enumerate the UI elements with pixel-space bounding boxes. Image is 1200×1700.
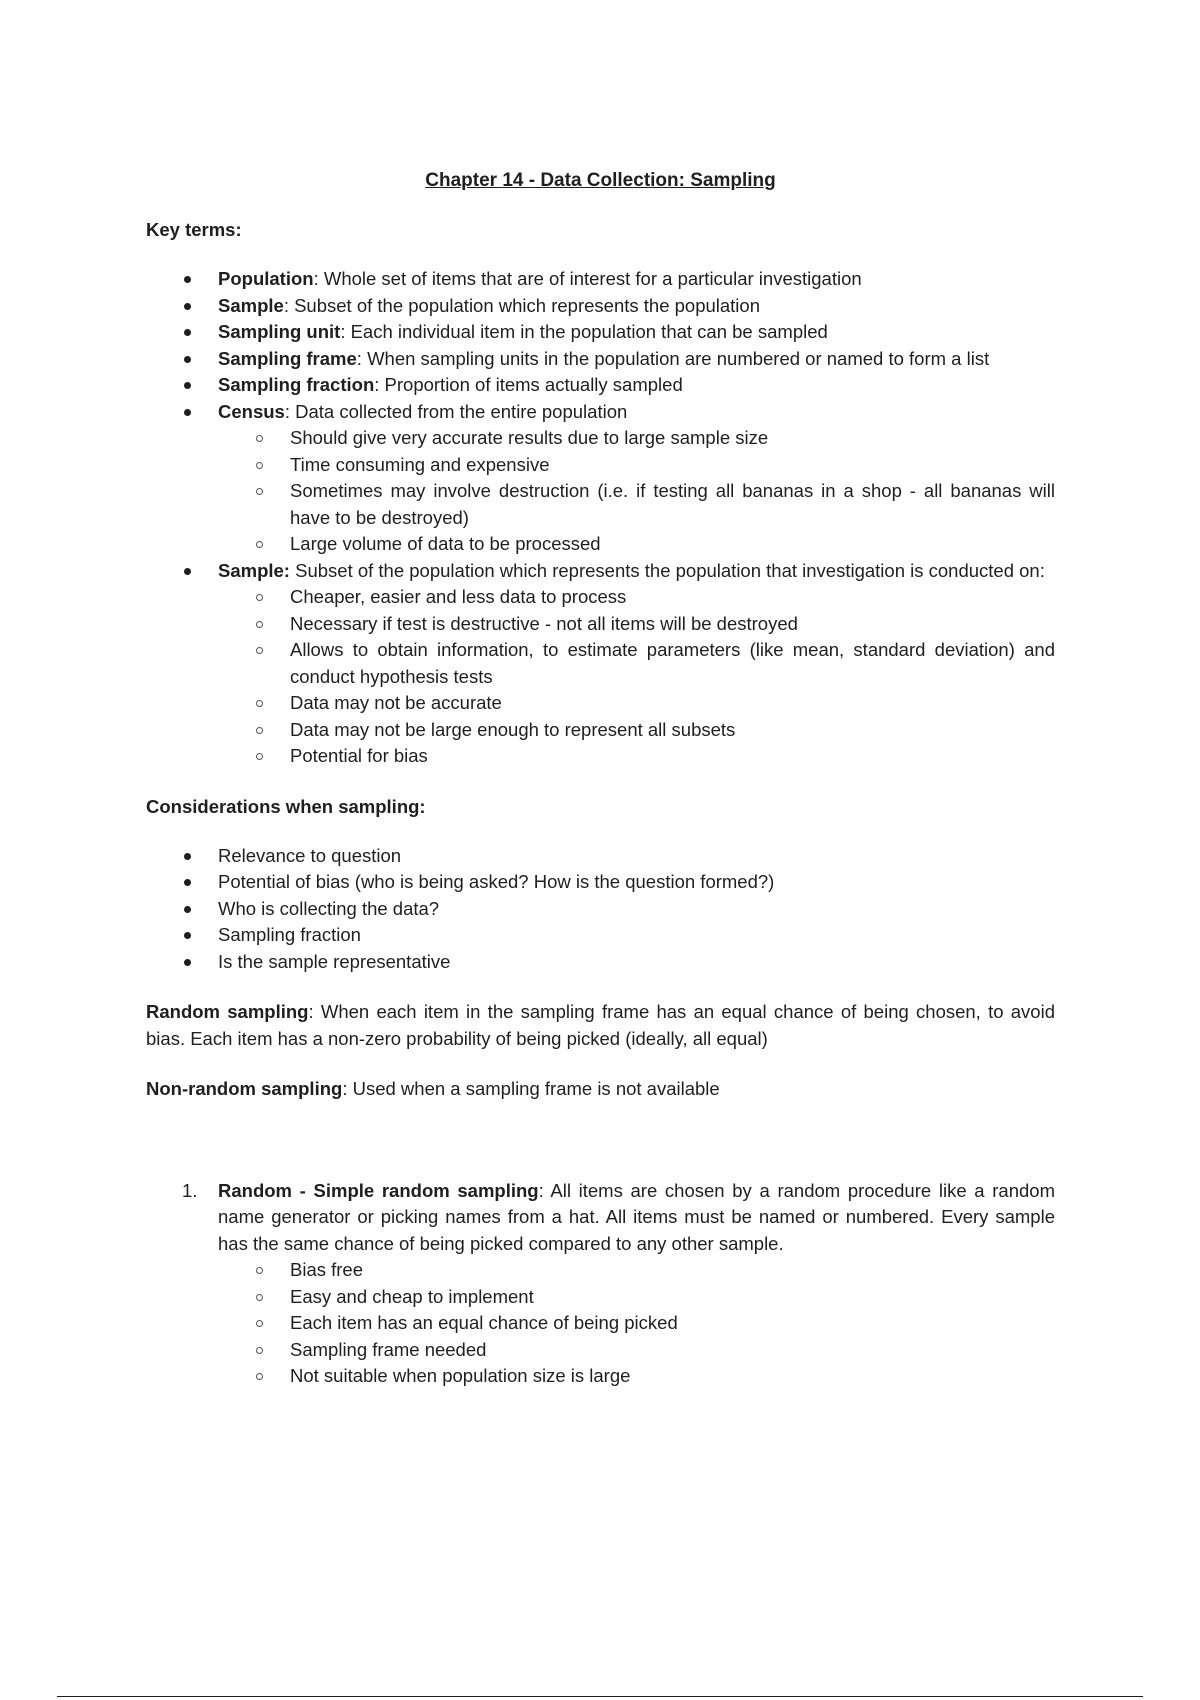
considerations-list [146,843,1055,976]
consideration-item: Who is collecting the data? [146,896,1055,923]
sub-item: Easy and cheap to implement [218,1284,1055,1311]
census-sublist [146,425,1055,558]
method-item: 1. Random - Simple random sampling: All items are chosen by a random procedure like a random name generator or picking names from a hat. All items must be named or numbered. Every sample has the same chance of being picked compared to any other sample. Bias free Easy and cheap to implement Each item has an equal chance of being picked Sampling frame needed Not suitable when population size is large [146,1178,1055,1390]
key-term-item: Sample: Subset of the population which represents the population that investigation is conducted on: Cheaper, easier and less data to process Necessary if test is destructive - not all items will be destroyed Allows to obtain information, to estimate parameters (like mean, standard deviation) and conduct hypothesis tests Data may not be accurate Data may not be large enough to represent all subsets Potential for bias [146,558,1055,770]
sub-item: Allows to obtain information, to estimate parameters (like mean, standard deviation) and conduct hypothesis tests [218,637,1055,690]
sub-item: Each item has an equal chance of being picked [218,1310,1055,1337]
sub-item: Not suitable when population size is large [218,1363,1055,1390]
page-title: Chapter 14 - Data Collection: Sampling [425,170,776,191]
key-terms-list [146,266,1055,770]
random-sampling-paragraph: Random sampling: When each item in the sampling frame has an equal chance of being chosen, to avoid bias. Each item has a non-zero probability of being picked (ideally, all equal) [146,1001,1055,1049]
key-term-item: Population: Whole set of items that are of interest for a particular investigation [146,266,1055,293]
key-term-item: Sample: Subset of the population which represents the population [146,293,1055,320]
consideration-item: Sampling fraction [146,922,1055,949]
consideration-item: Relevance to question [146,843,1055,870]
non-random-sampling-paragraph: Non-random sampling: Used when a sampling frame is not available [146,1078,720,1099]
method-sublist [146,1257,1055,1390]
consideration-item: Potential of bias (who is being asked? How is the question formed?) [146,869,1055,896]
considerations-heading: Considerations when sampling: [146,795,426,817]
sub-item: Bias free [218,1257,1055,1284]
sub-item: Data may not be accurate [218,690,1055,717]
footer-divider [57,1696,1143,1697]
sub-item: Data may not be large enough to represent all subsets [218,717,1055,744]
key-term-item: Sampling fraction: Proportion of items actually sampled [146,372,1055,399]
sub-item: Large volume of data to be processed [218,531,1055,558]
document-page [146,168,1055,1390]
sub-item: Time consuming and expensive [218,452,1055,479]
key-term-item: Sampling unit: Each individual item in the population that can be sampled [146,319,1055,346]
key-term-item: Census: Data collected from the entire population Should give very accurate results due to large sample size Time consuming and expensive Sometimes may involve destruction (i.e. if testing all bananas in a shop - all bananas will have to be destroyed) Large volume of data to be processed [146,399,1055,558]
sub-item: Necessary if test is destructive - not all items will be destroyed [218,611,1055,638]
sub-item: Sampling frame needed [218,1337,1055,1364]
consideration-item: Is the sample representative [146,949,1055,976]
sample-sublist [146,584,1055,770]
key-term-item: Sampling frame: When sampling units in the population are numbered or named to form a list [146,346,1055,373]
sampling-methods-list [146,1178,1055,1390]
sub-item: Sometimes may involve destruction (i.e. if testing all bananas in a shop - all bananas will have to be destroyed) [218,478,1055,531]
key-terms-heading: Key terms: [146,219,242,240]
sub-item: Should give very accurate results due to large sample size [218,425,1055,452]
sub-item: Cheaper, easier and less data to process [218,584,1055,611]
sub-item: Potential for bias [218,743,1055,770]
